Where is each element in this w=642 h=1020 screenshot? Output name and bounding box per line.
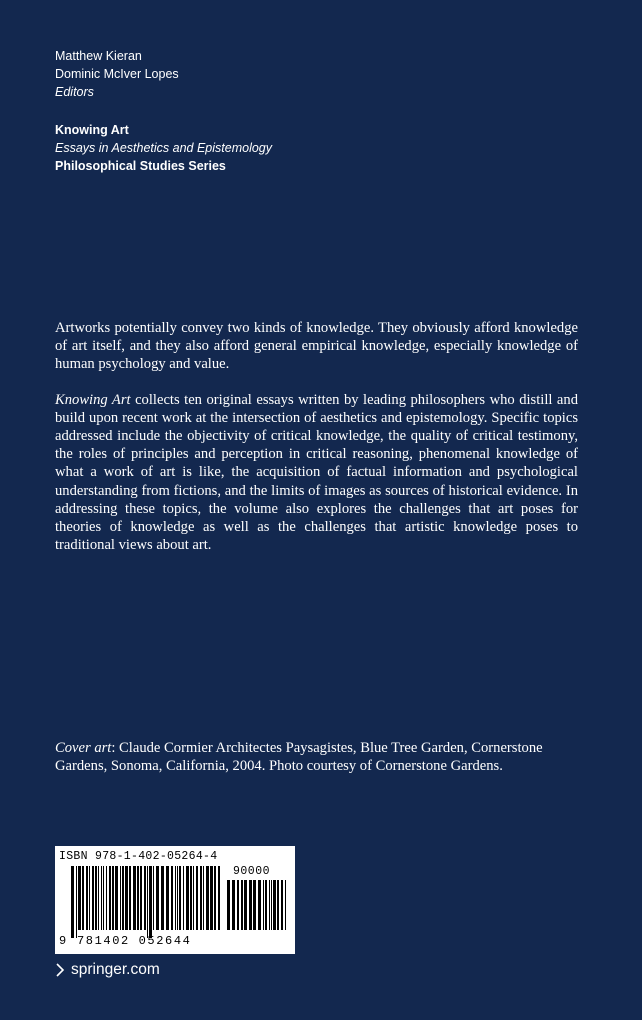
barcode-bar: [281, 880, 283, 930]
series-name: Philosophical Studies Series: [55, 159, 226, 173]
barcode-bar: [115, 866, 118, 930]
cover-credit-text: : Claude Cormier Architectes Paysagistes, Blue Tree Garden, Cornerstone Gardens, Sonoma, California, 2004. Photo courtesy of Cornerstone Gardens.: [55, 740, 543, 775]
editor-name: Matthew Kieran: [55, 49, 142, 63]
barcode-bar: [206, 866, 209, 930]
barcode-bar: [140, 866, 142, 930]
cover-credit: [55, 739, 585, 775]
barcode-bar: [92, 866, 94, 930]
barcode-bar: [71, 866, 74, 938]
editors-block: [55, 47, 179, 101]
barcode-bar: [200, 866, 202, 930]
book-subtitle: Essays in Aesthetics and Epistemology: [55, 141, 273, 155]
barcode-digits: 781402 052644: [77, 934, 192, 948]
blurb-paragraph-2-body: collects ten original essays written by leading philosophers who distill and build upon recent work at the intersection of aesthetics and epistemology. Specific topics addressed include the objectivity of critical knowledge, the quality of critical testimony, the roles of principles and perception in critical reasoning, phenomenal knowledge of what a work of art is like, the acquisition of factual information and psychological understanding from fictions, and the limits of images as sources of historical evidence. In addressing these topics, the volume also explores the challenges that art poses for theories of knowledge as well as the challenges that artistic knowledge poses to traditional views about art.: [55, 391, 579, 554]
barcode-bar: [190, 866, 192, 930]
barcode-bar: [273, 880, 276, 930]
publisher-website: springer.com: [71, 961, 160, 978]
barcode-bar: [144, 866, 146, 930]
barcode-bar: [153, 866, 154, 930]
barcode-bar: [161, 866, 164, 930]
barcode-bar: [147, 866, 148, 938]
barcode-bar: [193, 866, 194, 930]
barcode-bar: [227, 880, 230, 930]
barcode-bar: [166, 866, 169, 930]
barcode-bar: [86, 866, 88, 930]
barcode-bar: [265, 880, 267, 930]
barcode-bar: [106, 866, 107, 930]
editor-name: Dominic McIver Lopes: [55, 67, 179, 81]
barcode-bar: [122, 866, 124, 930]
barcode-bar: [241, 880, 243, 930]
barcode-bar: [263, 880, 264, 930]
barcode-bar: [232, 880, 235, 930]
blurb-paragraph-1: Artworks potentially convey two kinds of knowledge. They obviously afford knowledge of art itself, and they also afford general empirical knowledge, especially knowledge of human psychology and value.: [55, 320, 578, 373]
barcode-bar: [269, 880, 270, 930]
barcode-bar: [183, 866, 184, 930]
book-title: Knowing Art: [55, 123, 129, 137]
barcode-bar: [277, 880, 279, 930]
isbn-barcode: [55, 846, 295, 954]
barcode-bar: [171, 866, 173, 930]
barcode-bar: [95, 866, 97, 930]
barcode-lead-digit: 9: [59, 934, 67, 948]
blurb-paragraph-2: [55, 391, 578, 555]
barcode-bar: [218, 866, 220, 930]
barcode-bar: [258, 880, 261, 930]
barcode-bar: [137, 866, 139, 930]
book-info: [55, 121, 272, 175]
barcode-bar: [120, 866, 121, 930]
cover-credit-label: Cover art: [55, 740, 112, 756]
isbn-number: ISBN 978-1-402-05264-4: [59, 850, 218, 863]
barcode-bar: [156, 866, 159, 930]
barcode-bar: [98, 866, 99, 930]
editors-role: Editors: [55, 85, 94, 99]
barcode-bar: [78, 866, 81, 930]
chevron-right-icon: [55, 963, 65, 977]
barcode-bar: [237, 880, 239, 930]
barcode-bar: [133, 866, 136, 930]
barcode-bar: [175, 866, 176, 930]
barcode-bar: [129, 866, 131, 930]
barcode-bar: [196, 866, 198, 930]
barcode-bar: [82, 866, 84, 930]
barcode-addon-digits: 90000: [233, 865, 271, 878]
blurb-book-title: Knowing Art: [55, 391, 131, 408]
barcode-bar: [76, 866, 77, 938]
barcode-bar: [179, 866, 181, 930]
barcode-bar: [253, 880, 256, 930]
barcode-bar: [101, 866, 102, 930]
barcode-bar: [186, 866, 189, 930]
barcode-bar: [149, 866, 152, 938]
barcode-bar: [214, 866, 216, 930]
publisher-link[interactable]: [55, 961, 160, 979]
barcode-bar: [271, 880, 272, 930]
barcode-bar: [177, 866, 178, 930]
blurb: [55, 319, 578, 571]
barcode-bar: [103, 866, 104, 930]
barcode-bar: [89, 866, 90, 930]
barcode-bar: [210, 866, 213, 930]
barcode-bar: [112, 866, 114, 930]
barcode-bar: [109, 866, 111, 930]
barcode-bars: [71, 866, 221, 938]
barcode-addon-bars: [227, 880, 289, 938]
barcode-bar: [125, 866, 128, 930]
barcode-bar: [285, 880, 286, 930]
barcode-bar: [203, 866, 204, 930]
barcode-bar: [249, 880, 252, 930]
barcode-bar: [244, 880, 247, 930]
